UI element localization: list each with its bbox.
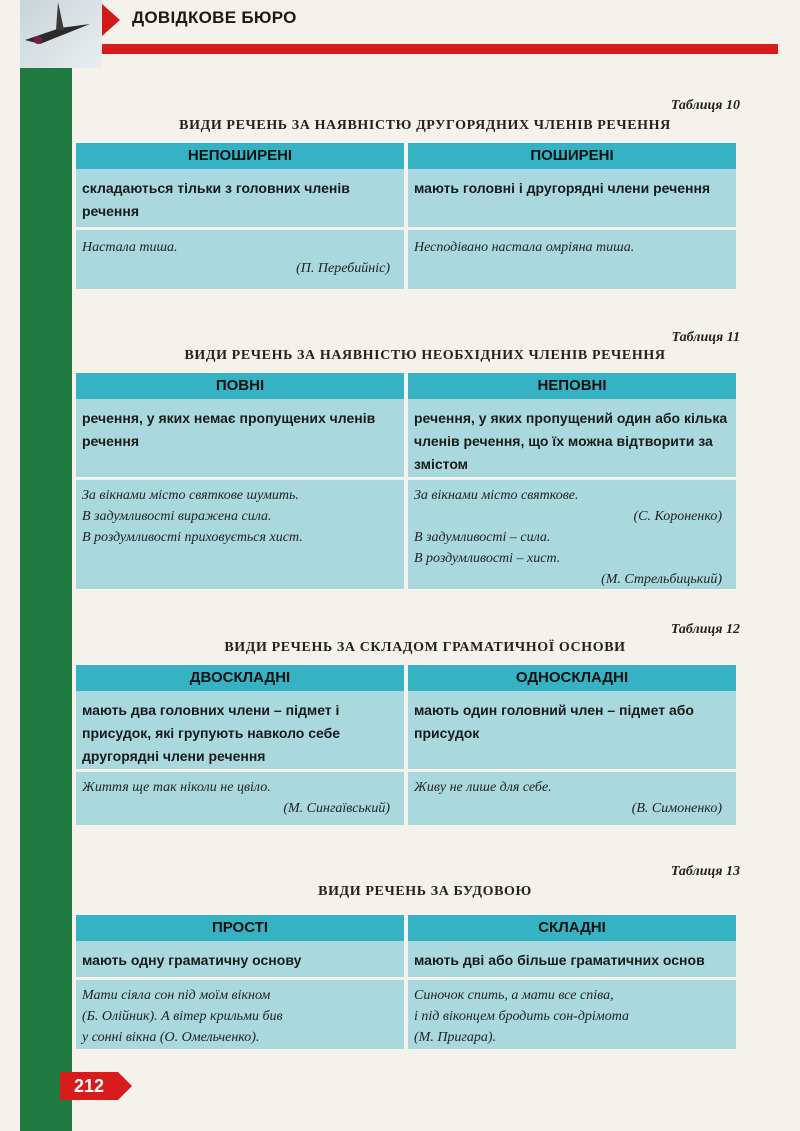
row-separator — [408, 977, 736, 980]
example-line: В задумливості виражена сила. — [82, 509, 272, 524]
row-separator — [408, 769, 736, 772]
table-10-right-definition: мають головні і другорядні члени речення — [414, 180, 711, 196]
table-12-right-header: ОДНОСКЛАДНІ — [408, 665, 736, 691]
example-line: і під віконцем бродить сон-дрімота — [414, 1009, 630, 1024]
table-11-title: ВИДИ РЕЧЕНЬ ЗА НАЯВНІСТЮ НЕОБХІДНИХ ЧЛЕНІВ РЕЧЕННЯ — [184, 348, 666, 363]
row-separator — [76, 977, 404, 980]
example-line: Мати сіяла сон під моїм вікном — [82, 988, 271, 1003]
table-10-right-column — [408, 143, 736, 289]
table-12-left-column — [76, 665, 404, 825]
row-separator — [408, 227, 736, 230]
row-separator — [76, 477, 404, 480]
table-10-number: Таблиця 10 — [670, 98, 740, 113]
table-12-left-example — [76, 777, 404, 819]
table-13-right-definition: мають дві або більше граматичних основ — [414, 952, 705, 968]
table-13-title: ВИДИ РЕЧЕНЬ ЗА БУДОВОЮ — [318, 884, 532, 899]
table-11-left-definition: речення, у яких немає пропущених членів речення — [82, 410, 376, 449]
example-line: Синочок спить, а мати все співа, — [414, 988, 614, 1003]
table-13-left-header: ПРОСТІ — [76, 915, 404, 941]
example-line: Несподівано настала омріяна тиша. — [414, 240, 635, 255]
table-13-left-column — [76, 915, 404, 1049]
table-12-left-header: ДВОСКЛАДНІ — [76, 665, 404, 691]
example-line: (М. Пригара). — [414, 1030, 497, 1045]
table-11-left-example — [76, 485, 404, 548]
table-13-left-definition: мають одну граматичну основу — [82, 952, 302, 968]
table-12-right-column — [408, 665, 736, 825]
header-red-line — [102, 44, 778, 54]
example-line: В роздумливості – хист. — [414, 551, 561, 566]
table-13-left-example — [76, 985, 404, 1048]
example-line: у сонні вікна (О. Омельченко). — [82, 1030, 260, 1045]
example-line: Живу не лише для себе. — [414, 780, 552, 795]
table-13-right-example — [408, 985, 736, 1048]
row-separator — [408, 477, 736, 480]
table-10-right-example — [408, 237, 736, 258]
table-12-right-example — [408, 777, 736, 819]
table-12-right-definition: мають один головний член – підмет або присудок — [414, 702, 694, 741]
page-number: 212 — [60, 1072, 118, 1100]
table-11-right-example — [408, 485, 736, 590]
example-line: Настала тиша. — [82, 240, 178, 255]
table-11-left-column — [76, 373, 404, 589]
example-source: (М. Стрельбицький) — [601, 572, 722, 587]
header-arrow-icon — [102, 4, 120, 36]
header-bird-illustration — [20, 0, 102, 68]
table-11-right-header: НЕПОВНІ — [408, 373, 736, 399]
example-line: В роздумливості приховується хист. — [82, 530, 303, 545]
example-line: За вікнами місто святкове. — [414, 488, 579, 503]
table-11-right-definition: речення, у яких пропущений один або кілька членів речення, що їх можна відтворити за змістом — [414, 410, 728, 472]
example-source: (П. Перебийніс) — [296, 261, 390, 276]
table-13-right-header: СКЛАДНІ — [408, 915, 736, 941]
example-line: Життя ще так ніколи не цвіло. — [82, 780, 271, 795]
table-11 — [76, 373, 736, 589]
table-11-number: Таблиця 11 — [671, 330, 740, 345]
table-10-title: ВИДИ РЕЧЕНЬ ЗА НАЯВНІСТЮ ДРУГОРЯДНИХ ЧЛЕНІВ РЕЧЕННЯ — [179, 118, 671, 133]
example-source: (С. Короненко) — [633, 509, 722, 524]
row-separator — [76, 769, 404, 772]
table-10-left-example — [76, 237, 404, 279]
example-source: (М. Сингаївський) — [283, 801, 390, 816]
table-10-right-header: ПОШИРЕНІ — [408, 143, 736, 169]
example-source: (В. Симоненко) — [631, 801, 722, 816]
example-line: (Б. Олійник). А вітер крильми бив — [82, 1009, 283, 1024]
table-10-left-header: НЕПОШИРЕНІ — [76, 143, 404, 169]
page-number-arrow-icon — [118, 1072, 132, 1100]
side-green-bar — [20, 66, 72, 1131]
table-10-left-definition: складаються тільки з головних членів речення — [82, 180, 350, 219]
table-13 — [76, 915, 736, 1049]
table-12-number: Таблиця 12 — [670, 622, 740, 637]
table-10-left-column — [76, 143, 404, 289]
table-11-right-column — [408, 373, 736, 589]
example-line: За вікнами місто святкове шумить. — [82, 488, 299, 503]
table-11-left-header: ПОВНІ — [76, 373, 404, 399]
table-13-number: Таблиця 13 — [670, 864, 740, 879]
section-title: ДОВІДКОВЕ БЮРО — [132, 8, 297, 27]
example-line: В задумливості – сила. — [414, 530, 551, 545]
table-12 — [76, 665, 736, 825]
table-12-left-definition: мають два головних члени – підмет і присудок, які групують навколо себе другорядні члени речення — [82, 702, 341, 764]
table-12-title: ВИДИ РЕЧЕНЬ ЗА СКЛАДОМ ГРАМАТИЧНОЇ ОСНОВИ — [224, 640, 626, 655]
table-13-right-column — [408, 915, 736, 1049]
row-separator — [76, 227, 404, 230]
table-10 — [76, 143, 736, 289]
